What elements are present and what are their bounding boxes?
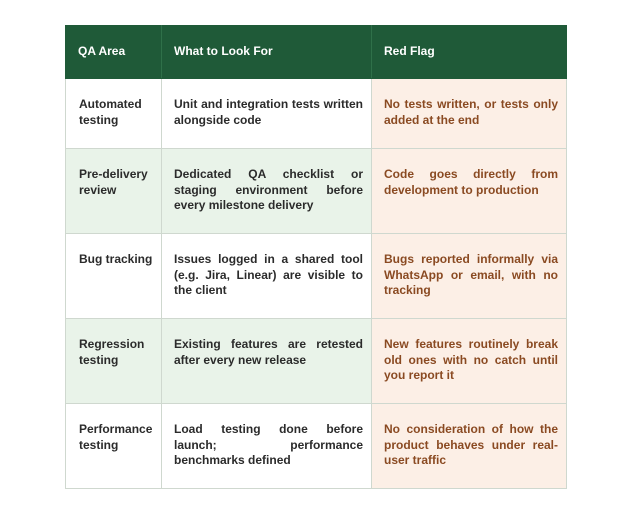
look-for-cell: Issues logged in a shared tool (e.g. Jira, Linear) are visible to the client <box>162 234 372 319</box>
look-for-cell: Dedicated QA checklist or staging environment before every milestone delivery <box>162 149 372 234</box>
table-row <box>66 79 567 149</box>
qa-area-cell: Performance testing <box>66 404 162 489</box>
look-for-cell: Unit and integration tests written alongside code <box>162 79 372 149</box>
table-row <box>66 319 567 404</box>
qa-area-cell: Regression testing <box>66 319 162 404</box>
header-red-flag: Red Flag <box>372 26 567 79</box>
red-flag-cell: No consideration of how the product behaves under real-user traffic <box>372 404 567 489</box>
red-flag-cell: Code goes directly from development to production <box>372 149 567 234</box>
header-qa-area: QA Area <box>66 26 162 79</box>
look-for-cell: Load testing done before launch; performance benchmarks defined <box>162 404 372 489</box>
table-row <box>66 404 567 489</box>
red-flag-cell: Bugs reported informally via WhatsApp or email, with no tracking <box>372 234 567 319</box>
table-row <box>66 234 567 319</box>
table-header <box>66 26 567 79</box>
qa-area-cell: Bug tracking <box>66 234 162 319</box>
qa-comparison-table <box>65 25 567 489</box>
header-row <box>66 26 567 79</box>
look-for-cell: Existing features are retested after every new release <box>162 319 372 404</box>
table-body <box>66 79 567 489</box>
header-what-to-look-for: What to Look For <box>162 26 372 79</box>
qa-area-cell: Automated testing <box>66 79 162 149</box>
red-flag-cell: No tests written, or tests only added at the end <box>372 79 567 149</box>
red-flag-cell: New features routinely break old ones with no catch until you report it <box>372 319 567 404</box>
qa-area-cell: Pre-delivery review <box>66 149 162 234</box>
table-row <box>66 149 567 234</box>
